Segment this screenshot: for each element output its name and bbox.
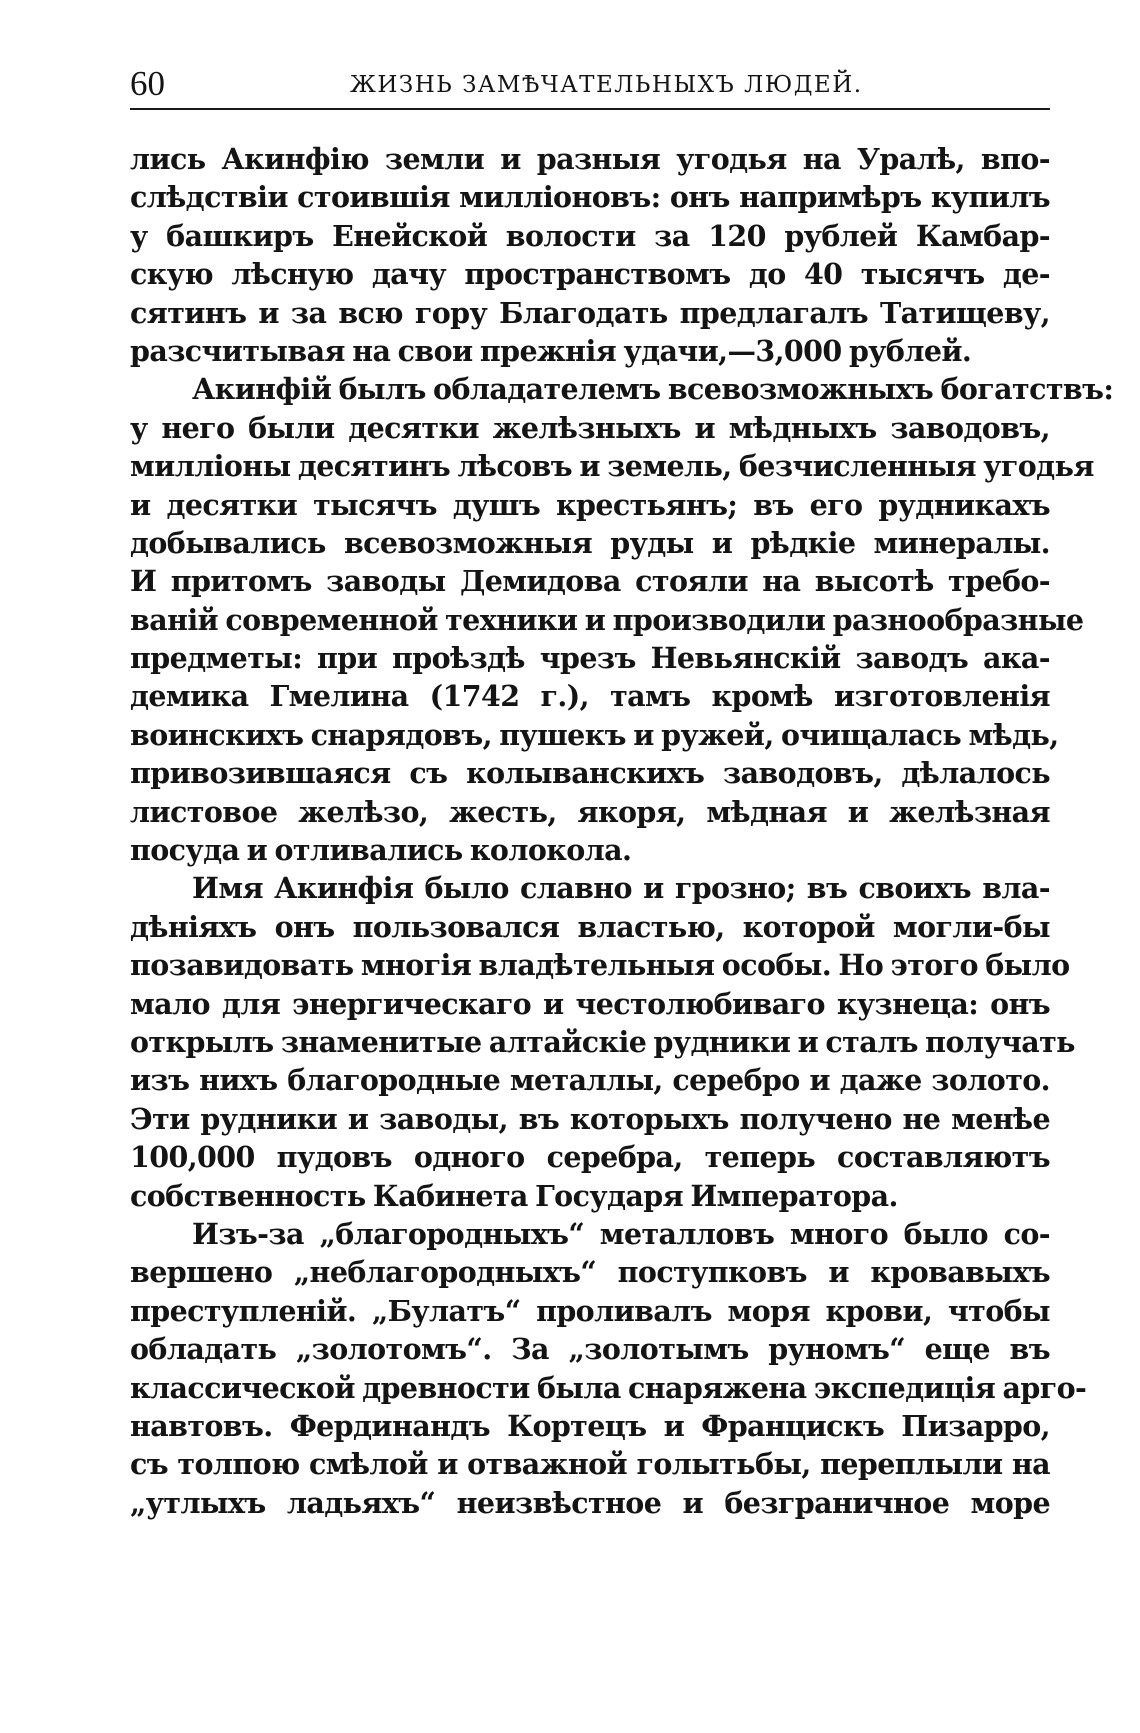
text-line: скую лѣсную дачу пространствомъ до 40 тысячъ де- (130, 257, 1050, 292)
text-line: посуда и отливались колокола. (130, 833, 632, 868)
text-line: съ толпою смѣлой и отважной голытьбы, переплыли на (130, 1447, 1050, 1482)
text-line: 100,000 пудовъ одного серебра, теперь составляютъ (130, 1140, 1050, 1175)
text-line: дѣніяхъ онъ пользовался властью, которой могли-бы (130, 909, 1050, 944)
page-number: 60 (130, 64, 165, 103)
text-line: Имя Акинфія было славно и грозно; въ своихъ вла- (192, 871, 1050, 906)
text-line: сятинъ и за всю гору Благодать предлагалъ Татищеву, (130, 295, 1050, 330)
text-line: предметы: при проѣздѣ чрезъ Невьянскій заводъ ака- (130, 641, 1050, 676)
text-line: ваній современной техники и производили разнообразные (130, 602, 1084, 637)
text-line: у башкиръ Енейской волости за 120 рублей Камбар- (130, 218, 1050, 253)
text-line: изъ нихъ благородные металлы, серебро и даже золото. (130, 1063, 1050, 1098)
running-title: ЖИЗНЬ ЗАМѢЧАТЕЛЬНЫХЪ ЛЮДЕЙ. (350, 72, 863, 98)
text-line: слѣдствіи стоившія милліоновъ: онъ напримѣръ купилъ (130, 180, 1050, 215)
text-line: листовое желѣзо, жесть, якоря, мѣдная и желѣзная (130, 794, 1050, 829)
text-line: добывались всевозможныя руды и рѣдкіе минералы. (130, 525, 1050, 560)
text-line: вершено „неблагородныхъ“ поступковъ и кровавыхъ (130, 1255, 1050, 1290)
text-line: воинскихъ снарядовъ, пушекъ и ружей, очищалась мѣдь, (130, 717, 1059, 752)
text-line: разсчитывая на свои прежнія удачи,—3,000 рублей. (130, 333, 972, 368)
text-line: навтовъ. Фердинандъ Кортецъ и Францискъ Пизарро, (130, 1408, 1050, 1443)
text-line: И притомъ заводы Демидова стояли на высотѣ требо- (130, 564, 1050, 599)
text-line: милліоны десятинъ лѣсовъ и земель, безчисленныя угодья (130, 449, 1094, 484)
text-line: привозившаяся съ колыванскихъ заводовъ, дѣлалось (130, 756, 1050, 791)
text-line: позавидовать многія владѣтельныя особы. Но этого было (130, 948, 1070, 983)
header-rule (130, 108, 1050, 110)
text-line: собственность Кабинета Государя Императора. (130, 1178, 898, 1213)
body-text (130, 140, 1114, 1522)
text-line: преступленій. „Булатъ“ проливалъ моря крови, чтобы (130, 1293, 1050, 1328)
text-line: у него были десятки желѣзныхъ и мѣдныхъ заводовъ, (130, 410, 1050, 445)
text-line: классической древности была снаряжена экспедиція арго- (130, 1370, 1087, 1405)
text-line: обладать „золотомъ“. За „золотымъ руномъ“ еще въ (130, 1332, 1050, 1367)
running-head (130, 64, 1050, 114)
text-line: Акинфій былъ обладателемъ всевозможныхъ богатствъ: (192, 372, 1114, 407)
text-line: лись Акинфію земли и разныя угодья на Уралѣ, впо- (130, 142, 1050, 176)
text-line: Эти рудники и заводы, въ которыхъ получено не менѣе (130, 1101, 1050, 1136)
text-line: открылъ знаменитые алтайскіе рудники и сталъ получать (130, 1024, 1075, 1059)
text-line: Изъ-за „благородныхъ“ металловъ много было со- (192, 1216, 1050, 1251)
text-line: мало для энергическаго и честолюбиваго кузнеца: онъ (130, 986, 1050, 1021)
text-line: демика Гмелина (1742 г.), тамъ кромѣ изготовленія (130, 679, 1050, 714)
text-line: „утлыхъ ладьяхъ“ неизвѣстное и безграничное море (130, 1485, 1050, 1520)
text-line: и десятки тысячъ душъ крестьянъ; въ его рудникахъ (130, 487, 1050, 522)
